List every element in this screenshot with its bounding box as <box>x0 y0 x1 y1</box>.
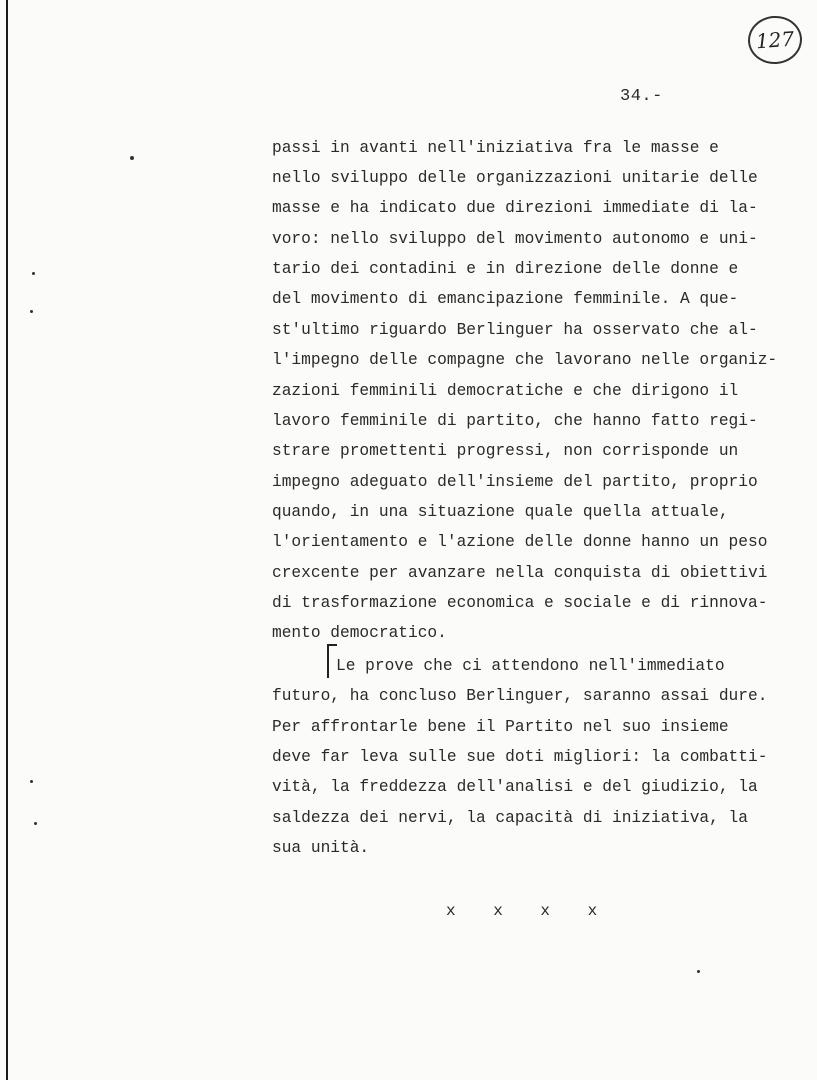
text-line: zazioni femminili democratiche e che dirigono il <box>272 382 739 400</box>
text-line: vità, la freddezza dell'analisi e del giudizio, la <box>272 778 758 796</box>
text-line: passi in avanti nell'iniziativa fra le masse e <box>272 139 719 157</box>
text-line: quando, in una situazione quale quella attuale, <box>272 503 729 521</box>
paragraph-start-line: Le prove che ci attendono nell'immediato <box>336 657 725 675</box>
text-line: deve far leva sulle sue doti migliori: la combatti- <box>272 748 768 766</box>
speck-mark <box>30 310 33 313</box>
text-line: futuro, ha concluso Berlinguer, saranno assai dure. <box>272 687 768 705</box>
text-line: sua unità. <box>272 839 370 857</box>
speck-mark <box>30 780 33 783</box>
text-line: saldezza dei nervi, la capacità di iniziativa, la <box>272 809 748 827</box>
speck-mark <box>130 156 134 160</box>
text-line: impegno adeguato dell'insieme del partito, proprio <box>272 473 758 491</box>
text-line: nello sviluppo delle organizzazioni unitarie delle <box>272 169 758 187</box>
text-line: di trasformazione economica e sociale e di rinnova- <box>272 594 768 612</box>
speck-mark <box>34 822 37 825</box>
text-line: strare promettenti progressi, non corrisponde un <box>272 442 739 460</box>
text-line: masse e ha indicato due direzioni immediate di la- <box>272 199 758 217</box>
text-line: Per affrontarle bene il Partito nel suo insieme <box>272 718 729 736</box>
text-line: mento democratico. <box>272 624 447 642</box>
speck-mark <box>32 272 35 275</box>
text-line: voro: nello sviluppo del movimento autonomo e uni- <box>272 230 758 248</box>
closing-marks: x x x x <box>446 902 612 920</box>
text-line: tario dei contadini e in direzione delle donne e <box>272 260 739 278</box>
archive-stamp <box>746 14 803 66</box>
text-line: crexcente per avanzare nella conquista di obiettivi <box>272 564 768 582</box>
handwritten-bracket-mark <box>327 644 337 678</box>
page-number: 34.- <box>620 87 663 106</box>
text-line: l'impegno delle compagne che lavorano nelle organiz- <box>272 351 778 369</box>
page-left-edge <box>6 0 8 1080</box>
stamp-number: 127 <box>755 26 795 54</box>
text-line: l'orientamento e l'azione delle donne hanno un peso <box>272 533 768 551</box>
text-line: del movimento di emancipazione femminile. A que- <box>272 290 739 308</box>
text-line: st'ultimo riguardo Berlinguer ha osservato che al- <box>272 321 758 339</box>
speck-mark <box>697 970 700 973</box>
text-line: lavoro femminile di partito, che hanno fatto regi- <box>272 412 758 430</box>
